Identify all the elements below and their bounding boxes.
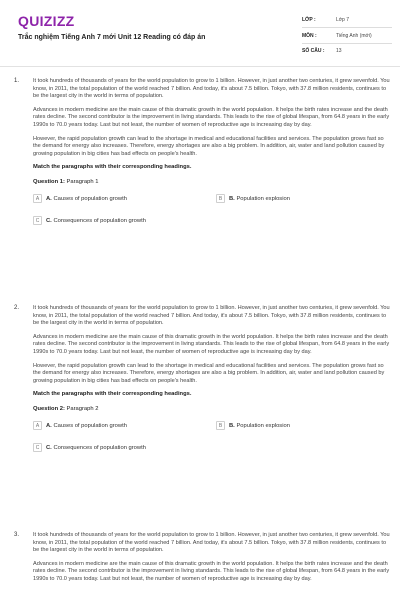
question-prompt <box>33 179 391 185</box>
page-title: Trắc nghiệm Tiếng Anh 7 mới Unit 12 Reading có đáp án <box>18 34 206 41</box>
option-letter-box: C <box>33 443 42 452</box>
option-letter-box: A <box>33 194 42 203</box>
option-text: Consequences of population growth <box>53 217 146 224</box>
question-number: 1. <box>14 78 20 84</box>
option-c[interactable] <box>33 443 146 452</box>
meta-subject-value: Tiếng Anh (mới) <box>336 32 372 39</box>
option-b[interactable] <box>216 421 290 430</box>
option-b[interactable] <box>216 194 290 203</box>
question-body <box>33 305 391 465</box>
option-key: B. <box>229 195 235 202</box>
question-number: 3. <box>14 532 20 538</box>
option-c[interactable] <box>33 216 146 225</box>
option-key: A. <box>46 195 52 202</box>
question-item <box>0 305 400 532</box>
passage-paragraph: It took hundreds of thousands of years for the world population to grow to 1 billion. However, in just another two centuries, it grew sevenfold. You know, in 2011, the total population of the world reached 7 billion. And today, it's about 7.5 billion. Tokyo, with 37.8 million residents, continues to be the largest city in the world in terms of population. <box>33 78 390 100</box>
answer-options <box>33 421 391 465</box>
option-text: Consequences of population growth <box>53 444 146 451</box>
option-key: C. <box>46 217 52 224</box>
meta-class-row <box>302 12 392 28</box>
option-letter-box: B <box>216 421 225 430</box>
option-key: B. <box>229 422 235 429</box>
option-a[interactable] <box>33 194 127 203</box>
passage-paragraph: It took hundreds of thousands of years for the world population to grow to 1 billion. However, in just another two centuries, it grew sevenfold. You know, in 2011, the total population of the world reached 7 billion. And today, it's about 7.5 billion. Tokyo, with 37.8 million residents, continues to be the largest city in the world in terms of population. <box>33 305 390 327</box>
question-prompt <box>33 406 391 412</box>
meta-count-row <box>302 43 392 59</box>
question-label: Question 1: <box>33 179 65 186</box>
passage-paragraph: Advances in modern medicine are the main cause of this dramatic growth in the world population. It helps the birth rates increase and the death rates decline. The second contributor is the improvement in living standards. This leads to the rise of global lifespan, from 64.8 years in the early 1990s to 70.0 years today. Last but not least, the number of women of reproductive age is increasing day by day. <box>33 560 390 582</box>
instruction-text: Match the paragraphs with their corresponding headings. <box>33 164 192 171</box>
question-item <box>0 532 400 600</box>
meta-class-value: Lớp 7 <box>336 16 350 23</box>
passage-paragraph: However, the rapid population growth can lead to the shortage in medical and educational facilities and services. The population grows fast so the demand for energy also increases. Therefore, energy shortages are also a big problem. In addition, air, water and land pollution caused by growing population in big cities has bad effects on people's health. <box>33 362 385 384</box>
option-letter-box: B <box>216 194 225 203</box>
question-body <box>33 532 391 590</box>
meta-count-key: SỐ CÂU : <box>302 48 325 54</box>
option-letter-box: A <box>33 421 42 430</box>
instruction-text: Match the paragraphs with their corresponding headings. <box>33 391 192 398</box>
question-label: Question 2: <box>33 406 65 413</box>
option-key: C. <box>46 444 52 451</box>
question-list <box>0 78 400 600</box>
option-key: A. <box>46 422 52 429</box>
quizizz-logo[interactable]: QUIZIZZ <box>18 13 75 29</box>
passage-paragraph: Advances in modern medicine are the main cause of this dramatic growth in the world population. It helps the birth rates increase and the death rates decline. The second contributor is the improvement in living standards. This leads to the rise of global lifespan, from 64.8 years in the early 1990s to 70.0 years today. Last but not least, the number of women of reproductive age is increasing day by day. <box>33 106 390 128</box>
meta-count-value: 13 <box>336 48 342 54</box>
option-text: Population explosion <box>236 195 290 202</box>
page-header <box>0 0 400 62</box>
question-prompt-text: Paragraph 2 <box>66 406 99 413</box>
option-a[interactable] <box>33 421 127 430</box>
passage-paragraph: It took hundreds of thousands of years for the world population to grow to 1 billion. However, in just another two centuries, it grew sevenfold. You know, in 2011, the total population of the world reached 7 billion. And today, it's about 7.5 billion. Tokyo, with 37.8 million residents, continues to be the largest city in the world in terms of population. <box>33 532 390 554</box>
option-letter-box: C <box>33 216 42 225</box>
answer-options <box>33 194 391 238</box>
passage-paragraph: However, the rapid population growth can lead to the shortage in medical and educational facilities and services. The population grows fast so the demand for energy also increases. Therefore, energy shortages are also a big problem. In addition, air, water and land pollution caused by growing population in big cities has bad effects on people's health. <box>33 135 385 157</box>
meta-class-key: LỚP : <box>302 16 316 23</box>
meta-subject-row <box>302 28 392 44</box>
question-item <box>0 78 400 305</box>
option-text: Causes of population growth <box>53 195 127 202</box>
question-prompt-text: Paragraph 1 <box>66 179 99 186</box>
meta-subject-key: MÔN : <box>302 32 317 39</box>
question-number: 2. <box>14 305 20 311</box>
question-body <box>33 78 391 238</box>
option-text: Population explosion <box>236 422 290 429</box>
header-divider <box>0 66 400 67</box>
option-text: Causes of population growth <box>53 422 127 429</box>
passage-paragraph: Advances in modern medicine are the main cause of this dramatic growth in the world population. It helps the birth rates increase and the death rates decline. The second contributor is the improvement in living standards. This leads to the rise of global lifespan, from 64.8 years in the early 1990s to 70.0 years today. Last but not least, the number of women of reproductive age is increasing day by day. <box>33 333 390 355</box>
